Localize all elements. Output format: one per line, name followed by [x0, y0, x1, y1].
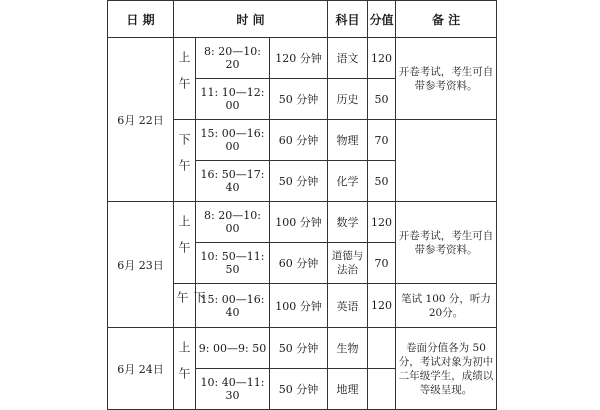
subject-cell: 数学: [328, 202, 368, 243]
time-cell: 10: 40—11: 30: [196, 369, 270, 410]
half-cell: [174, 202, 196, 284]
subject-cell: 语文: [328, 38, 368, 79]
remark-cell: 开卷考试，考生可自带参考资料。: [396, 38, 497, 120]
score-cell: 70: [368, 120, 396, 161]
duration-cell: 50 分钟: [270, 161, 328, 202]
time-cell: 8: 20—10: 20: [196, 38, 270, 79]
duration-cell: 50 分钟: [270, 369, 328, 410]
half-cell: [174, 328, 196, 410]
remark-cell: [396, 120, 497, 202]
header-time: 时 间: [174, 1, 328, 38]
time-cell: 15: 00—16: 00: [196, 120, 270, 161]
score-cell: 50: [368, 79, 396, 120]
score-cell: [368, 328, 396, 369]
time-cell: 16: 50—17: 40: [196, 161, 270, 202]
score-cell: [368, 369, 396, 410]
subject-cell: 英语: [328, 284, 368, 328]
date-cell: 6月 22日: [108, 38, 174, 202]
subject-cell: 物理: [328, 120, 368, 161]
exam-schedule-table: [107, 0, 497, 410]
remark-cell: 卷面分值各为 50分，考试对象为初中二年级学生，成绩以等级呈现。: [396, 328, 497, 410]
duration-cell: 60 分钟: [270, 243, 328, 284]
subject-cell: 地理: [328, 369, 368, 410]
table-row: [108, 328, 497, 369]
table-row: [108, 38, 497, 79]
date-cell: 6月 23日: [108, 202, 174, 328]
half-label: 上午: [177, 341, 191, 393]
header-subject: 科目: [328, 1, 368, 38]
score-cell: 120: [368, 284, 396, 328]
half-cell: [174, 120, 196, 202]
half-label: 下午: [175, 291, 206, 317]
header-remark: 备 注: [396, 1, 497, 38]
score-cell: 50: [368, 161, 396, 202]
time-cell: 15: 00—16: 40: [196, 284, 270, 328]
half-label: 上午: [177, 215, 191, 267]
duration-cell: 60 分钟: [270, 120, 328, 161]
subject-cell: 道德与法治: [328, 243, 368, 284]
score-cell: 70: [368, 243, 396, 284]
table-row: [108, 202, 497, 243]
date-cell: 6月 24日: [108, 328, 174, 410]
duration-cell: 100 分钟: [270, 202, 328, 243]
subject-cell: 化学: [328, 161, 368, 202]
time-cell: 8: 20—10: 00: [196, 202, 270, 243]
header-date: 日 期: [108, 1, 174, 38]
half-cell: [174, 38, 196, 120]
half-label: 上午: [177, 51, 191, 103]
remark-cell: 笔试 100 分，听力 20分。: [396, 284, 497, 328]
duration-cell: 120 分钟: [270, 38, 328, 79]
duration-cell: 50 分钟: [270, 328, 328, 369]
half-label: 下午: [177, 133, 191, 185]
score-cell: 120: [368, 202, 396, 243]
score-cell: 120: [368, 38, 396, 79]
duration-cell: 100 分钟: [270, 284, 328, 328]
header-row: [108, 1, 497, 38]
remark-cell: 开卷考试，考生可自带参考资料。: [396, 202, 497, 284]
half-cell: [174, 284, 206, 328]
header-score: 分值: [368, 1, 396, 38]
subject-cell: 历史: [328, 79, 368, 120]
duration-cell: 50 分钟: [270, 79, 328, 120]
time-cell: 11: 10—12: 00: [196, 79, 270, 120]
subject-cell: 生物: [328, 328, 368, 369]
time-cell: 10: 50—11: 50: [196, 243, 270, 284]
time-cell: 9: 00—9: 50: [196, 328, 270, 369]
